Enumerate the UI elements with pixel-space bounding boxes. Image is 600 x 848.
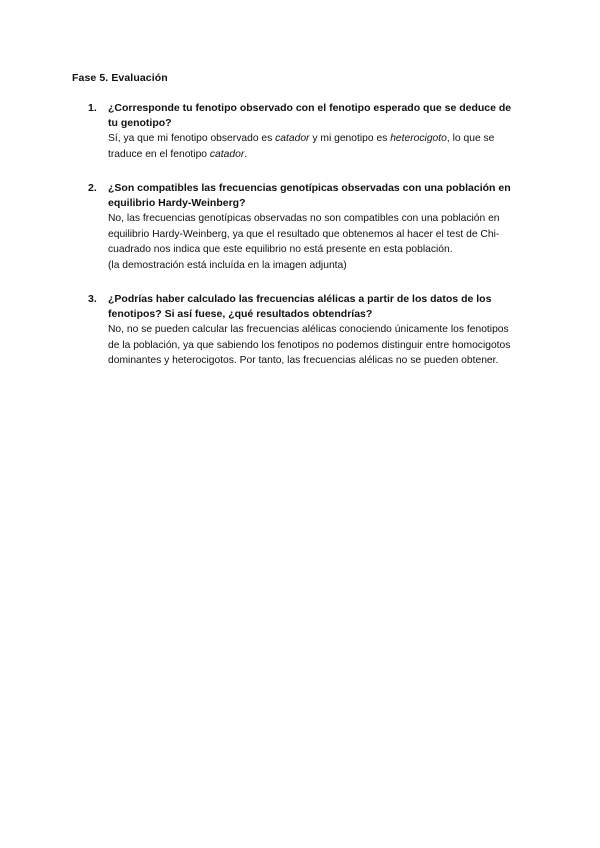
answer-segment: y mi genotipo es	[309, 133, 391, 144]
question-item-1	[88, 101, 518, 162]
answer-segment: Sí, ya que mi fenotipo observado es	[108, 133, 276, 144]
answer-text: No, las frecuencias genotípicas observadas no son compatibles con una población en equilibrio Hardy-Weinberg, ya que el resultado que obtenemos al hacer el test de Chi-cuadrado nos indica que este equilibrio no está presente en esta población.	[108, 213, 500, 255]
question-item-2	[88, 181, 518, 273]
question-number: 2.	[88, 182, 97, 194]
section-title: Fase 5. Evaluación	[72, 72, 168, 84]
question-text: ¿Podrías haber calculado las frecuencias alélicas a partir de los datos de los fenotipos? Si así fuese, ¿qué resultados obtendrías?	[108, 293, 492, 320]
question-number: 1.	[88, 102, 97, 114]
answer-italic-term: catador	[275, 133, 310, 144]
answer-note: (la demostración está incluída en la imagen adjunta)	[108, 259, 347, 271]
question-list	[88, 101, 518, 388]
answer-segment: , lo que se traduce en el fenotipo	[108, 133, 495, 160]
question-item-3	[88, 292, 518, 369]
answer-italic-term: catador	[209, 148, 245, 160]
answer-text	[108, 131, 518, 162]
question-number: 3.	[88, 293, 97, 305]
question-text: ¿Corresponde tu fenotipo observado con el fenotipo esperado que se deduce de tu genotipo?	[108, 102, 512, 129]
answer-text: No, no se pueden calcular las frecuencias alélicas conociendo únicamente los fenotipos de la población, ya que sabiendo los fenotipos no podemos distinguir entre homocigotos dominantes y heterocigotos. Por tanto, las frecuencias alélicas no se pueden obtener.	[108, 324, 511, 366]
answer-segment: .	[244, 148, 248, 160]
question-text: ¿Son compatibles las frecuencias genotípicas observadas con una población en equilibrio Hardy-Weinberg?	[108, 182, 511, 209]
answer-italic-term: heterocigoto	[390, 133, 447, 144]
